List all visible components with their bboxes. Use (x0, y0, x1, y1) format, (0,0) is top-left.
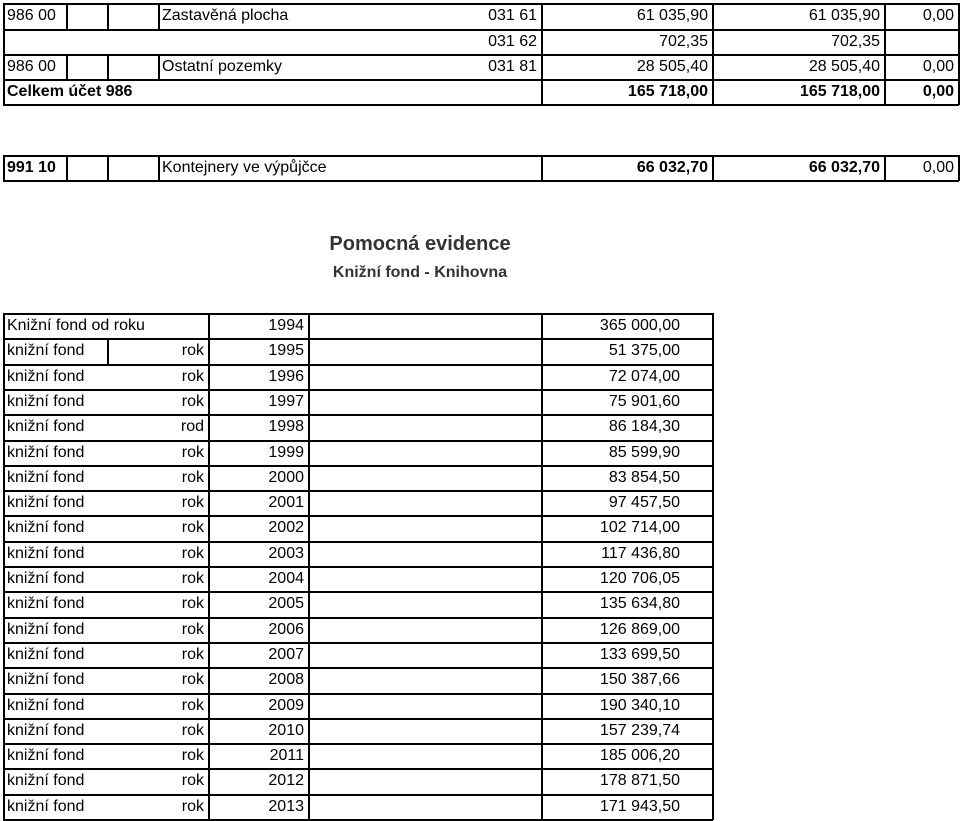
grid-line (3, 591, 713, 593)
value-cell: 702,35 (659, 33, 708, 50)
aux-label: knižní fond (7, 570, 85, 587)
grid-line (3, 338, 713, 340)
aux-year: 2002 (268, 519, 304, 536)
value-cell: 61 035,90 (808, 7, 880, 24)
aux-unit: rok (181, 368, 204, 385)
grid-line (3, 79, 959, 81)
aux-unit: rok (181, 747, 204, 764)
aux-label: knižní fond (7, 494, 85, 511)
aux-value: 51 375,00 (608, 342, 680, 359)
grid-line (3, 566, 713, 568)
aux-value: 365 000,00 (599, 317, 680, 334)
grid-line (712, 54, 714, 80)
aux-unit: rok (181, 595, 204, 612)
aux-value: 133 699,50 (599, 646, 680, 663)
code-cell: 031 81 (488, 58, 537, 75)
grid-line (158, 3, 160, 30)
grid-line (3, 3, 5, 105)
aux-year: 1996 (268, 368, 304, 385)
aux-year: 2009 (268, 697, 304, 714)
grid-line (107, 54, 109, 80)
grid-line (541, 79, 543, 105)
aux-label: knižní fond (7, 646, 85, 663)
grid-line (884, 3, 886, 30)
grid-line (958, 3, 960, 105)
aux-value: 83 854,50 (608, 469, 680, 486)
value-cell: 702,35 (831, 33, 880, 50)
grid-line (3, 29, 959, 31)
aux-value: 178 871,50 (599, 772, 680, 789)
grid-line (66, 3, 68, 30)
total-value: 165 718,00 (799, 83, 880, 100)
grid-line (884, 79, 886, 105)
grid-line (3, 155, 5, 181)
section-subtitle: Knižní fond - Knihovna (332, 264, 508, 281)
code-cell: 031 61 (488, 7, 537, 24)
aux-year: 2000 (268, 469, 304, 486)
grid-line (712, 29, 714, 55)
aux-value: 86 184,30 (608, 418, 680, 435)
grid-line (958, 155, 960, 181)
aux-year: 2006 (268, 621, 304, 638)
aux-label: knižní fond (7, 722, 85, 739)
grid-line (208, 313, 210, 820)
value-cell: 28 505,40 (636, 58, 708, 75)
aux-label: knižní fond (7, 444, 85, 461)
code-cell: 031 62 (488, 33, 537, 50)
aux-label: knižní fond (7, 671, 85, 688)
grid-line (884, 29, 886, 55)
description-cell: Ostatní pozemky (162, 58, 283, 75)
grid-line (3, 313, 5, 820)
aux-unit: rok (181, 469, 204, 486)
aux-unit: rok (181, 671, 204, 688)
section-title: Pomocná evidence (329, 233, 511, 255)
aux-label: knižní fond (7, 469, 85, 486)
value-cell (884, 29, 958, 54)
aux-year: 1998 (268, 418, 304, 435)
aux-value: 75 901,60 (608, 393, 680, 410)
grid-line (308, 313, 310, 820)
grid-line (541, 54, 543, 80)
aux-label: knižní fond (7, 418, 85, 435)
aux-unit: rok (181, 697, 204, 714)
aux-value: 102 714,00 (599, 519, 680, 536)
value-cell: 0,00 (922, 159, 954, 176)
value-cell: 61 035,90 (636, 7, 708, 24)
grid-line (3, 414, 713, 416)
value-cell: 28 505,40 (808, 58, 880, 75)
total-value: 0,00 (922, 83, 954, 100)
grid-line (3, 3, 959, 5)
grid-line (3, 642, 713, 644)
grid-line (66, 54, 68, 80)
grid-line (3, 541, 713, 543)
aux-value: 135 634,80 (599, 595, 680, 612)
grid-line (541, 313, 543, 820)
aux-year: 2005 (268, 595, 304, 612)
aux-unit: rok (181, 519, 204, 536)
aux-label: knižní fond (7, 697, 85, 714)
aux-label: knižní fond (7, 393, 85, 410)
grid-line (541, 29, 543, 55)
aux-value: 120 706,05 (599, 570, 680, 587)
aux-year: 1999 (268, 444, 304, 461)
aux-label: knižní fond (7, 519, 85, 536)
aux-value: 150 387,66 (599, 671, 680, 688)
aux-label: knižní fond (7, 368, 85, 385)
aux-unit: rok (181, 621, 204, 638)
grid-line (3, 389, 713, 391)
grid-line (712, 313, 714, 820)
aux-value: 117 436,80 (601, 545, 680, 562)
grid-line (541, 3, 543, 30)
grid-line (3, 364, 713, 366)
aux-label: knižní fond (7, 747, 85, 764)
aux-unit: rok (181, 646, 204, 663)
grid-line (158, 155, 160, 181)
grid-line (3, 440, 713, 442)
aux-unit: rok (181, 570, 204, 587)
grid-line (3, 313, 713, 315)
aux-year: 1995 (268, 342, 304, 359)
account-number-cell: 991 10 (7, 159, 56, 176)
aux-year: 2011 (269, 747, 304, 764)
aux-year: 2012 (268, 772, 304, 789)
aux-label: knižní fond (7, 798, 85, 815)
aux-label: knižní fond (7, 595, 85, 612)
aux-value: 157 239,74 (599, 722, 680, 739)
aux-unit: rok (181, 545, 204, 562)
grid-line (3, 794, 713, 796)
description-cell: Zastavěná plocha (162, 7, 289, 24)
aux-label: knižní fond (7, 772, 85, 789)
grid-line (107, 3, 109, 30)
grid-line (712, 3, 714, 30)
total-value: 165 718,00 (627, 83, 708, 100)
grid-line (107, 155, 109, 181)
grid-line (3, 180, 959, 182)
aux-value: 72 074,00 (608, 368, 680, 385)
aux-unit: rok (181, 342, 204, 359)
grid-line (158, 54, 160, 80)
aux-year: 2004 (268, 570, 304, 587)
aux-value: 190 340,10 (599, 697, 680, 714)
grid-line (712, 79, 714, 105)
aux-value: 97 457,50 (608, 494, 680, 511)
value-cell: 0,00 (922, 58, 954, 75)
value-cell: 0,00 (922, 7, 954, 24)
aux-label: knižní fond (7, 545, 85, 562)
grid-line (3, 667, 713, 669)
value-cell: 66 032,70 (636, 159, 708, 176)
grid-line (3, 54, 959, 56)
grid-line (712, 155, 714, 181)
grid-line (541, 155, 543, 181)
grid-line (884, 155, 886, 181)
aux-label: knižní fond (7, 342, 85, 359)
aux-label: Knižní fond od roku (7, 317, 145, 334)
account-number-cell: 986 00 (7, 58, 56, 75)
aux-unit: rod (180, 418, 204, 435)
grid-line (3, 490, 713, 492)
aux-unit: rok (181, 722, 204, 739)
total-label: Celkem účet 986 (7, 83, 133, 100)
aux-year: 1997 (268, 393, 304, 410)
aux-year: 2008 (268, 671, 304, 688)
aux-year: 2003 (268, 545, 304, 562)
grid-line (107, 338, 109, 365)
aux-unit: rok (181, 798, 204, 815)
value-cell: 66 032,70 (808, 159, 880, 176)
grid-line (3, 104, 959, 106)
grid-line (3, 743, 713, 745)
aux-value: 85 599,90 (608, 444, 680, 461)
aux-year: 1994 (268, 317, 304, 334)
aux-value: 126 869,00 (599, 621, 680, 638)
aux-unit: rok (181, 393, 204, 410)
grid-line (3, 617, 713, 619)
grid-line (3, 155, 959, 157)
grid-line (3, 515, 713, 517)
description-cell: Kontejnery ve výpůjčce (162, 159, 327, 176)
aux-year: 2013 (268, 798, 304, 815)
grid-line (3, 465, 713, 467)
aux-unit: rok (181, 494, 204, 511)
account-number-cell (3, 29, 66, 54)
aux-unit: rok (181, 772, 204, 789)
grid-line (3, 693, 713, 695)
aux-value: 185 006,20 (599, 747, 680, 764)
grid-line (884, 54, 886, 80)
aux-year: 2010 (268, 722, 304, 739)
account-number-cell: 986 00 (7, 7, 56, 24)
aux-unit: rok (181, 444, 204, 461)
aux-year: 2007 (268, 646, 304, 663)
aux-value: 171 943,50 (599, 798, 680, 815)
grid-line (66, 155, 68, 181)
aux-label: knižní fond (7, 621, 85, 638)
grid-line (3, 768, 713, 770)
aux-year: 2001 (268, 494, 304, 511)
grid-line (3, 718, 713, 720)
